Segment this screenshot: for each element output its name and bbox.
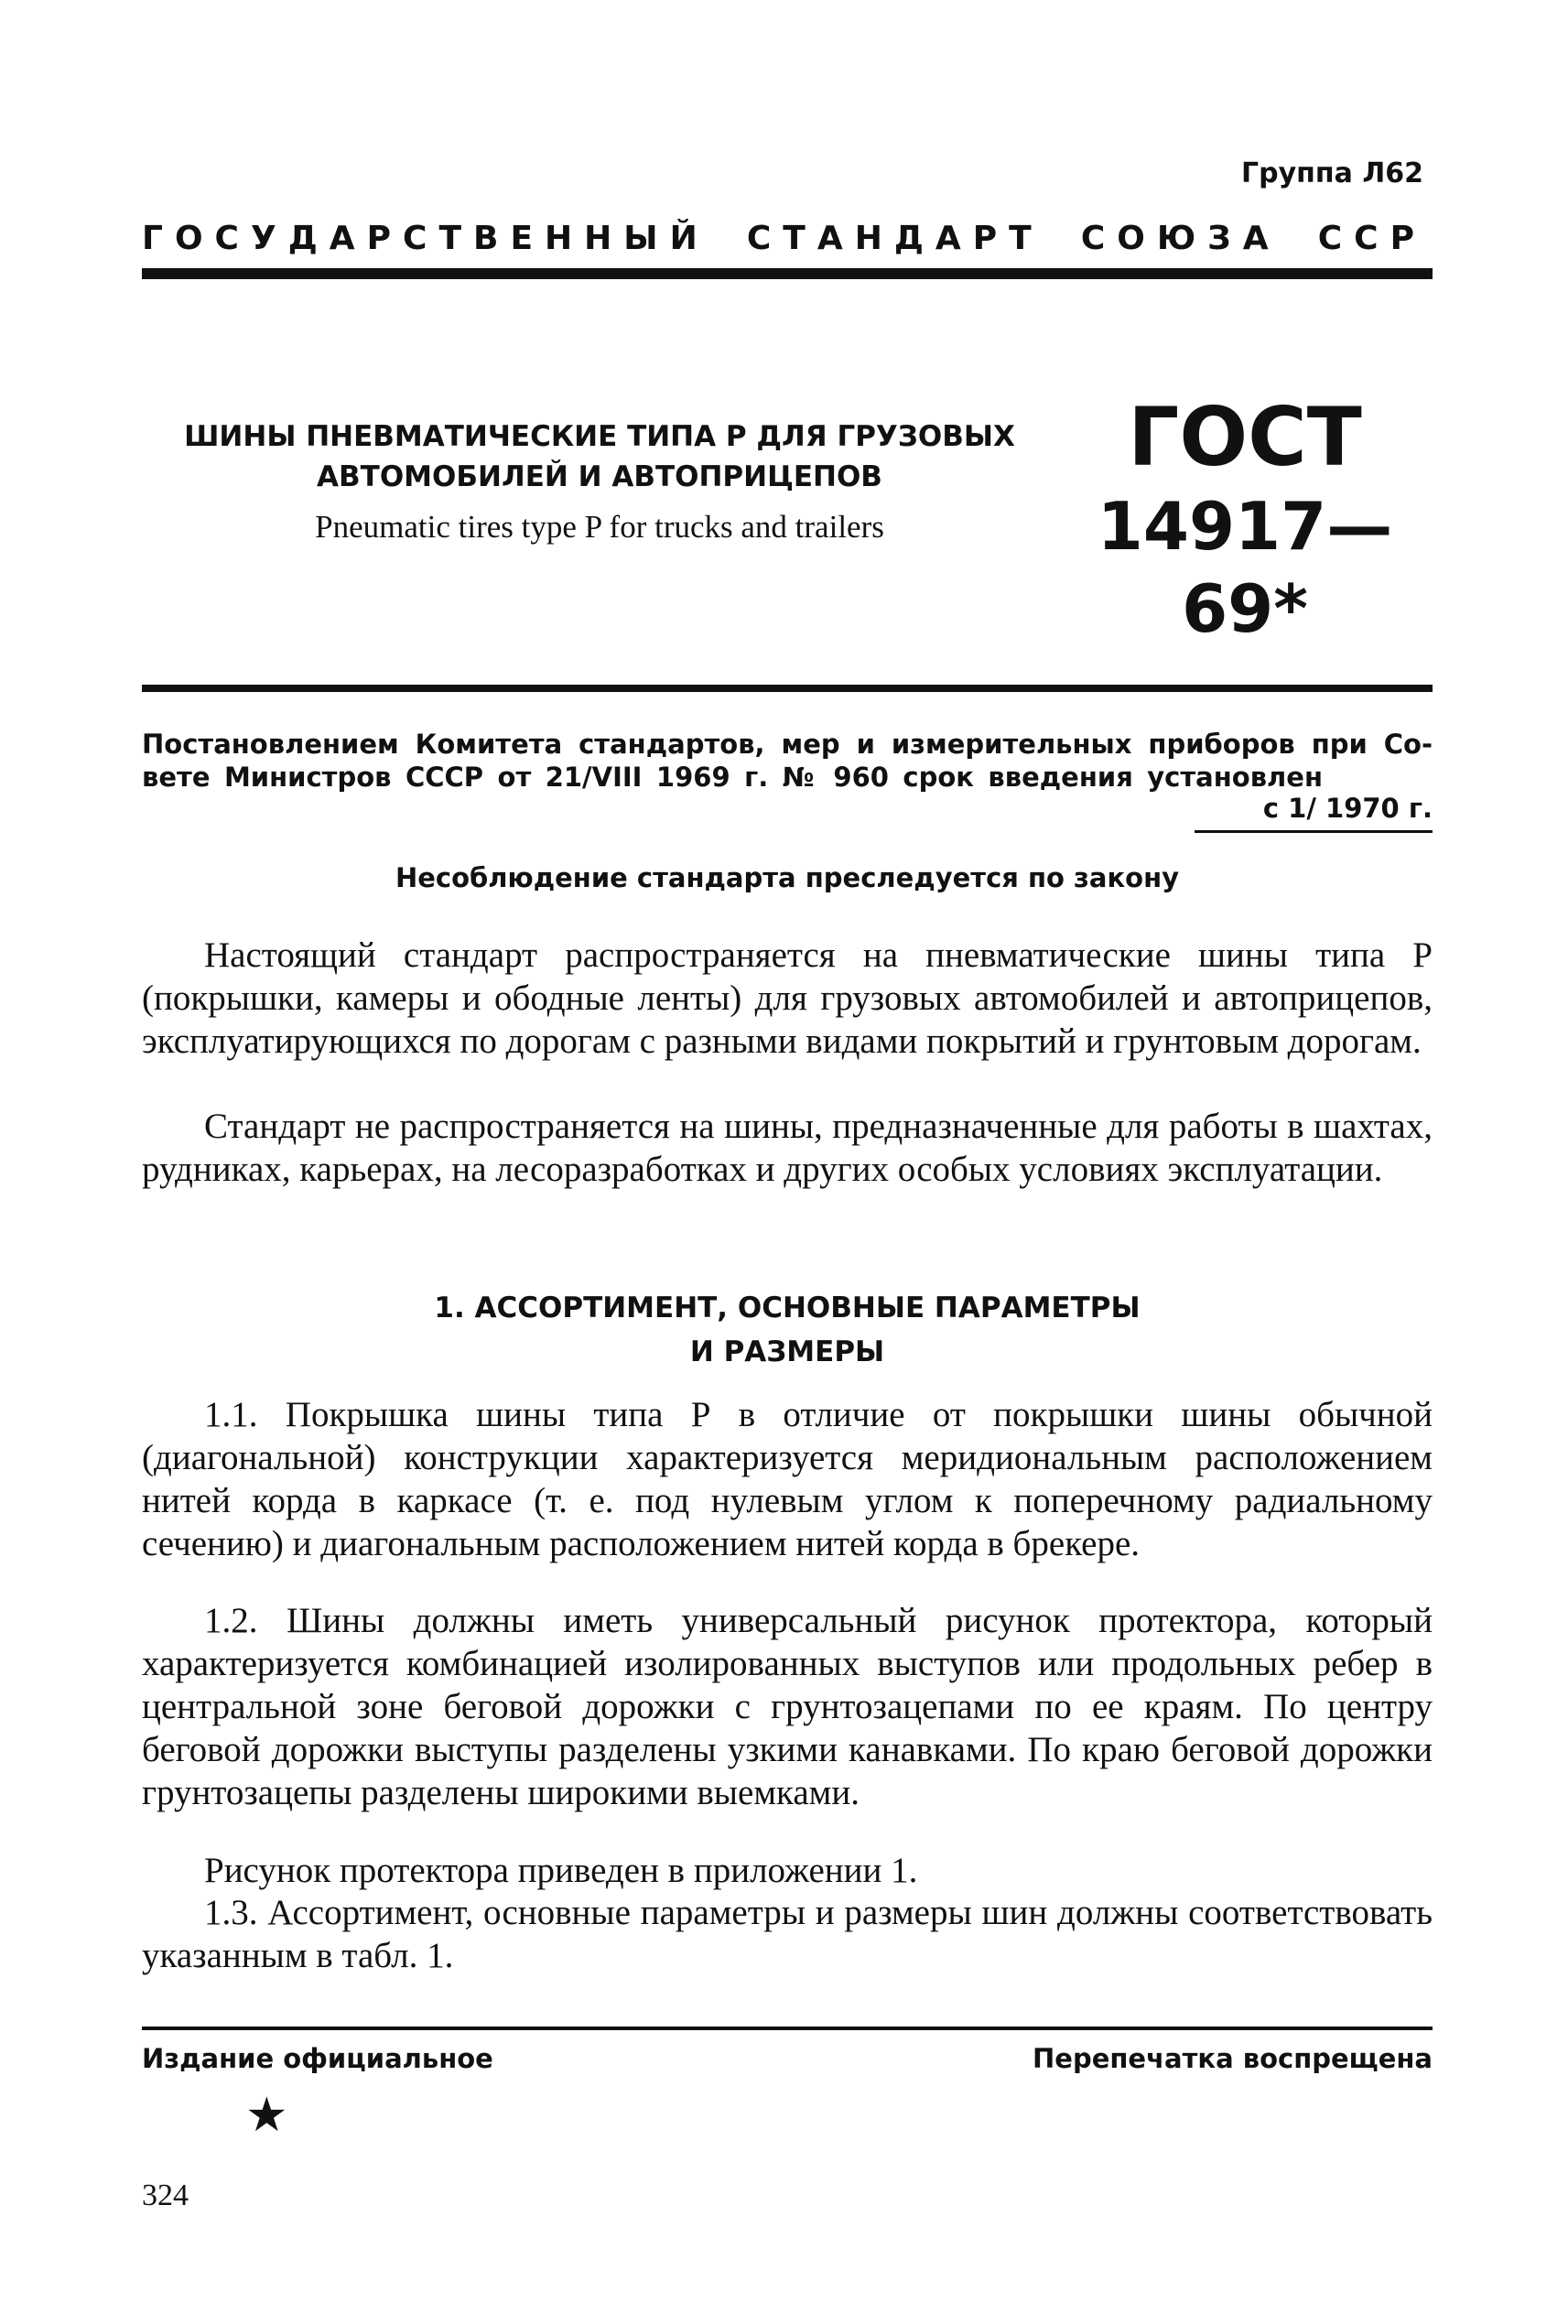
law-notice: Несоблюдение стандарта преследуется по закону: [395, 862, 1180, 893]
group-label: Группа Л62: [1241, 157, 1423, 189]
paragraph-1-3: [142, 1891, 1433, 1977]
title-russian: [165, 416, 1034, 497]
paragraph-1-2: [142, 1599, 1433, 1814]
section-heading-line2: И РАЗМЕРЫ: [689, 1335, 885, 1368]
intro-paragraph-1-text: Настоящий стандарт распространяется на пневматические шины типа Р (покрышки, камеры и ободные ленты) для грузовых автомобилей и автоприцепов, эксплуатирующихся по дорогам с разными видами покрытий и грунтовым дорогам.: [142, 935, 1433, 1061]
gost-number: 14917—69*: [1097, 488, 1393, 647]
paragraph-figure-ref: [142, 1849, 1433, 1892]
title-rule: [142, 685, 1433, 692]
paragraph-1-1-text: 1.1. Покрышка шины типа Р в отличие от покрышки шины обычной (диагональной) конструкции характеризуется меридиональным расположением нитей корда в каркасе (т. е. под нулевым углом к поперечному радиальному сечению) и диагональным расположением нитей корда в брекере.: [142, 1395, 1433, 1563]
title-russian-line2: АВТОМОБИЛЕЙ И АВТОПРИЦЕПОВ: [317, 460, 882, 493]
gost-label: ГОСТ: [1128, 390, 1362, 484]
footer-rule: [142, 2027, 1433, 2030]
title-english: Pneumatic tires type P for trucks and trailers: [315, 509, 884, 545]
decree-text: [142, 728, 1433, 794]
reprint-prohibited-label: Перепечатка воспрещена: [1033, 2043, 1433, 2074]
intro-paragraph-1: [142, 934, 1433, 1063]
paragraph-1-2-text: 1.2. Шины должны иметь универсальный рисунок протектора, который характеризуется комбинацией изолированных выступов или продольных ребер в центральной зоне беговой дорожки с грунтозацепами по ее краям. По центру беговой дорожки выступы разделены узкими канавками. По краю беговой дорожки грунтозацепы разделены широкими выемками.: [142, 1601, 1433, 1812]
page-number: 324: [142, 2178, 189, 2212]
title-russian-line1: ШИНЫ ПНЕВМАТИЧЕСКИЕ ТИПА Р ДЛЯ ГРУЗОВЫХ: [184, 420, 1015, 453]
paragraph-1-3-text: 1.3. Ассортимент, основные параметры и размеры шин должны соответствовать указанным в табл. 1.: [142, 1893, 1433, 1975]
intro-paragraph-2: [142, 1105, 1433, 1191]
intro-paragraph-2-text: Стандарт не распространяется на шины, предназначенные для работы в шахтах, рудниках, карьерах, на лесоразработках и других особых условиях эксплуатации.: [142, 1107, 1433, 1189]
decree-date-underline: [1195, 830, 1433, 833]
paragraph-figure-ref-text: Рисунок протектора приведен в приложении 1.: [204, 1851, 918, 1890]
star-icon: ★: [245, 2090, 288, 2142]
decree-line2: вете Министров СССР от 21/VIII 1969 г. № 960 срок введения установлен: [142, 762, 1323, 793]
paragraph-1-1: [142, 1393, 1433, 1565]
header-rule: [142, 268, 1433, 279]
section-heading-line1: 1. АССОРТИМЕНТ, ОСНОВНЫЕ ПАРАМЕТРЫ: [434, 1292, 1141, 1324]
official-edition-label: Издание официальное: [142, 2043, 493, 2074]
decree-line1: Постановлением Комитета стандартов, мер и измерительных приборов при Со-: [142, 729, 1433, 760]
decree-date: с 1/ 1970 г.: [1262, 793, 1433, 824]
section-heading: [142, 1286, 1433, 1374]
standard-header: ГОСУДАРСТВЕННЫЙ СТАНДАРТ СОЮЗА ССР: [142, 220, 1426, 257]
